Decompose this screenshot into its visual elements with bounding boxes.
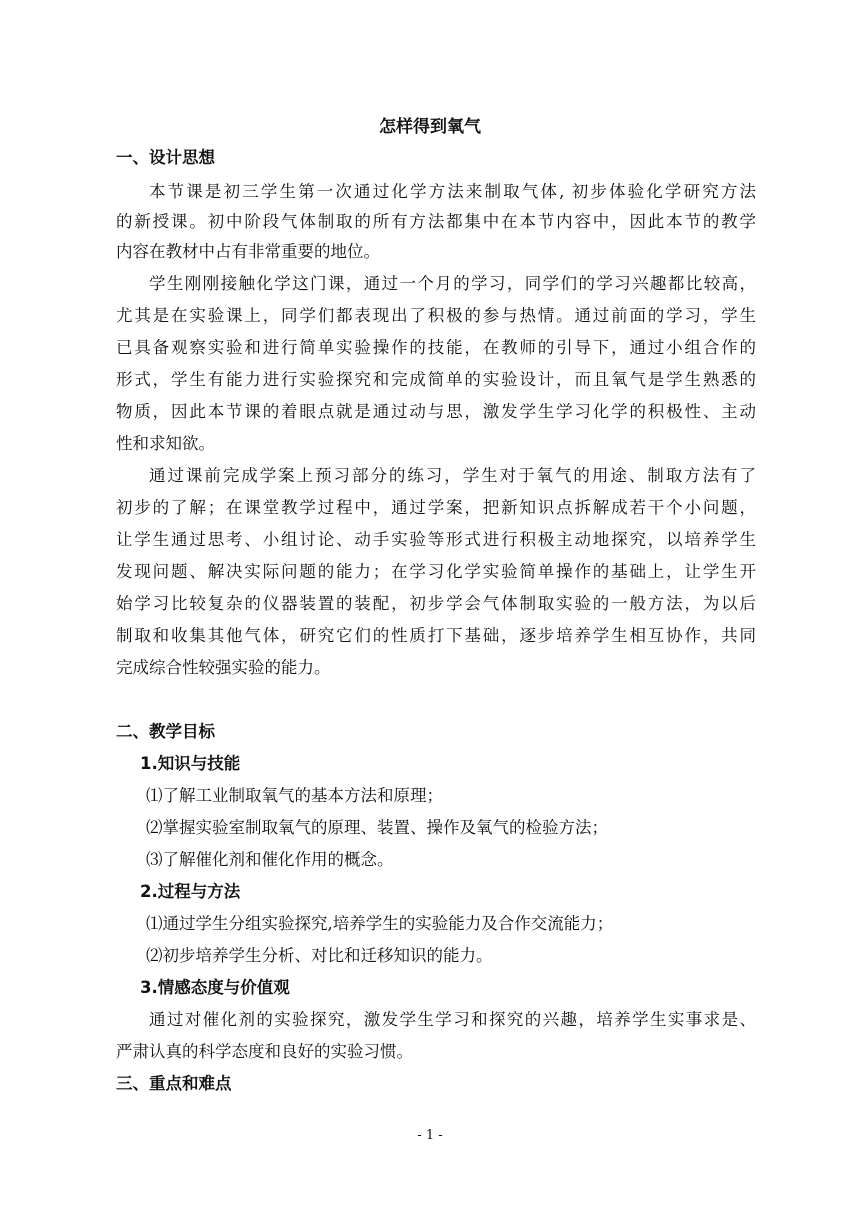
list-item: ⑵掌握实验室制取氧气的原理、装置、操作及氧气的检验方法； (146, 818, 608, 837)
paragraph-line: 已具备观察实验和进行简单实验操作的技能，在教师的引导下，通过小组合作的 (116, 338, 756, 357)
section-heading-objectives: 二、教学目标 (116, 722, 215, 741)
subheading-attitudes-values: 3.情感态度与价值观 (140, 978, 290, 997)
paragraph-line: 性和求知欲。 (116, 434, 215, 453)
paragraph-line: 通过课前完成学案上预习部分的练习，学生对于氧气的用途、制取方法有了 (149, 466, 756, 485)
paragraph-line: 让学生通过思考、小组讨论、动手实验等形式进行积极主动地探究，以培养学生 (116, 530, 756, 549)
section-heading-design: 一、设计思想 (116, 148, 215, 167)
paragraph-line: 始学习比较复杂的仪器装置的装配，初步学会气体制取实验的一般方法，为以后 (116, 594, 756, 613)
paragraph-line: 通过对催化剂的实验探究，激发学生学习和探究的兴趣，培养学生实事求是、 (149, 1010, 756, 1029)
paragraph-line: 发现问题、解决实际问题的能力；在学习化学实验简单操作的基础上，让学生开 (116, 562, 756, 581)
paragraph-line: 严肃认真的科学态度和良好的实验习惯。 (116, 1042, 413, 1061)
paragraph-line: 内容在教材中占有非常重要的地位。 (116, 242, 380, 261)
paragraph-line: 完成综合性较强实验的能力。 (116, 658, 331, 677)
paragraph-line: 形式，学生有能力进行实验探究和完成简单的实验设计，而且氧气是学生熟悉的 (116, 370, 756, 389)
list-item: ⑶了解催化剂和催化作用的概念。 (146, 850, 394, 869)
paragraph-line: 学生刚刚接触化学这门课，通过一个月的学习，同学们的学习兴趣都比较高， (149, 274, 756, 293)
list-item: ⑴了解工业制取氧气的基本方法和原理； (146, 786, 443, 805)
paragraph-line: 尤其是在实验课上，同学们都表现出了积极的参与热情。通过前面的学习，学生 (116, 306, 756, 325)
paragraph-line: 制取和收集其他气体，研究它们的性质打下基础，逐步培养学生相互协作，共同 (116, 626, 756, 645)
paragraph-line: 的新授课。初中阶段气体制取的所有方法都集中在本节内容中，因此本节的教学 (116, 212, 756, 231)
subheading-knowledge-skills: 1.知识与技能 (140, 754, 241, 773)
section-heading-key-points: 三、重点和难点 (116, 1074, 232, 1093)
list-item: ⑵初步培养学生分析、对比和迁移知识的能力。 (146, 946, 493, 965)
paragraph-line: 初步的了解；在课堂教学过程中，通过学案，把新知识点拆解成若干个小问题， (116, 498, 756, 517)
page-number: - 1 - (417, 1128, 443, 1143)
list-item: ⑴通过学生分组实验探究,培养学生的实验能力及合作交流能力； (146, 914, 614, 933)
subheading-process-methods: 2.过程与方法 (140, 882, 241, 901)
paragraph-line: 本节课是初三学生第一次通过化学方法来制取气体, 初步体验化学研究方法 (149, 182, 756, 201)
paragraph-line: 物质，因此本节课的着眼点就是通过动与思，激发学生学习化学的积极性、主动 (116, 402, 756, 421)
document-title: 怎样得到氧气 (379, 117, 481, 137)
